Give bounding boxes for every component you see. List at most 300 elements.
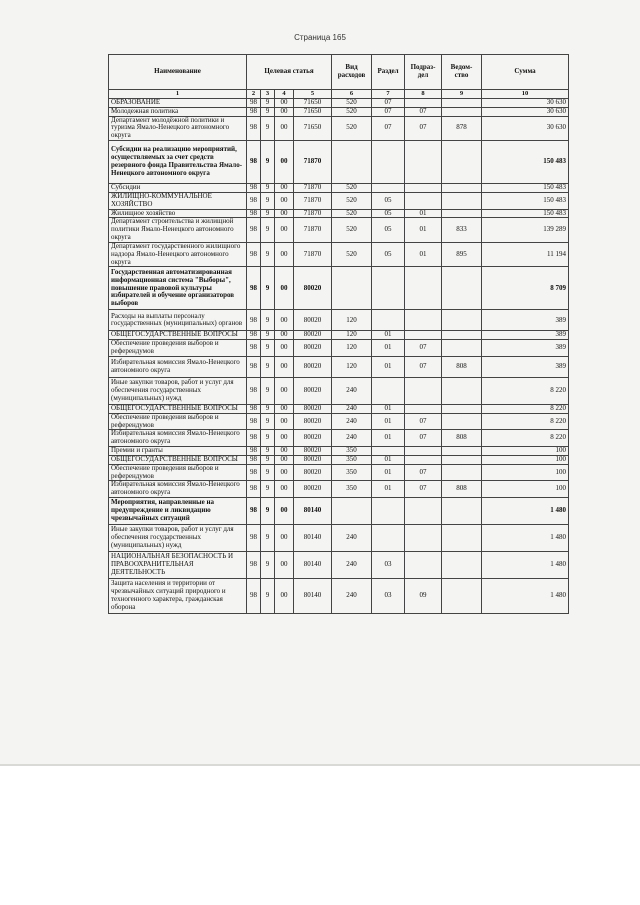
amount-cell: 8 220 bbox=[482, 377, 569, 404]
row-name-cell: Департамент строительства и жилищной политики Ямало-Ненецкого автономного округа bbox=[109, 218, 247, 242]
expense-type-cell: 120 bbox=[332, 356, 372, 377]
expense-type-cell bbox=[332, 141, 372, 184]
code-part-4-cell: 80020 bbox=[294, 340, 332, 357]
amount-cell: 150 483 bbox=[482, 192, 569, 209]
column-number: 6 bbox=[332, 90, 372, 99]
expense-type-cell: 520 bbox=[332, 99, 372, 108]
department-code-cell bbox=[442, 340, 482, 357]
code-part-3-cell: 00 bbox=[275, 340, 294, 357]
department-code-cell bbox=[442, 413, 482, 430]
code-part-4-cell: 71870 bbox=[294, 242, 332, 266]
column-number: 5 bbox=[294, 90, 332, 99]
expense-type-cell: 240 bbox=[332, 579, 372, 614]
code-part-1-cell: 98 bbox=[247, 498, 261, 525]
row-name-cell: Субсидии bbox=[109, 184, 247, 193]
amount-cell: 139 289 bbox=[482, 218, 569, 242]
row-name-cell: Премии и гранты bbox=[109, 447, 247, 456]
code-part-4-cell: 80020 bbox=[294, 377, 332, 404]
code-part-1-cell: 98 bbox=[247, 267, 261, 310]
row-name-cell: Молодежная политика bbox=[109, 107, 247, 116]
expense-type-cell: 520 bbox=[332, 209, 372, 218]
expense-type-cell: 520 bbox=[332, 184, 372, 193]
department-code-cell bbox=[442, 447, 482, 456]
section-cell: 01 bbox=[372, 413, 405, 430]
section-cell: 07 bbox=[372, 107, 405, 116]
section-cell bbox=[372, 267, 405, 310]
code-part-1-cell: 98 bbox=[247, 218, 261, 242]
code-part-1-cell: 98 bbox=[247, 447, 261, 456]
section-cell: 03 bbox=[372, 579, 405, 614]
header-podrazdel: Подраз-дел bbox=[405, 55, 442, 90]
code-part-1-cell: 98 bbox=[247, 116, 261, 140]
amount-cell: 8 220 bbox=[482, 430, 569, 447]
row-name-cell: Избирательная комиссия Ямало-Ненецкого автономного округа bbox=[109, 430, 247, 447]
section-cell: 05 bbox=[372, 242, 405, 266]
department-code-cell bbox=[442, 209, 482, 218]
code-part-3-cell: 00 bbox=[275, 107, 294, 116]
row-name-cell: Иные закупки товаров, работ и услуг для обеспечения государственных (муниципальных) нужд bbox=[109, 377, 247, 404]
subsection-cell: 07 bbox=[405, 356, 442, 377]
code-part-1-cell: 98 bbox=[247, 356, 261, 377]
header-vedomstvo: Ведом-ство bbox=[442, 55, 482, 90]
subsection-cell: 01 bbox=[405, 209, 442, 218]
expense-type-cell: 240 bbox=[332, 404, 372, 413]
code-part-3-cell: 00 bbox=[275, 267, 294, 310]
department-code-cell bbox=[442, 192, 482, 209]
expense-type-cell: 350 bbox=[332, 481, 372, 498]
code-part-4-cell: 80020 bbox=[294, 455, 332, 464]
table-row bbox=[109, 218, 569, 242]
table-row bbox=[109, 498, 569, 525]
code-part-1-cell: 98 bbox=[247, 464, 261, 481]
code-part-1-cell: 98 bbox=[247, 430, 261, 447]
row-name-cell: Обеспечение проведения выборов и референдумов bbox=[109, 464, 247, 481]
code-part-1-cell: 98 bbox=[247, 141, 261, 184]
department-code-cell bbox=[442, 99, 482, 108]
code-part-4-cell: 71650 bbox=[294, 107, 332, 116]
expense-type-cell: 240 bbox=[332, 430, 372, 447]
department-code-cell bbox=[442, 464, 482, 481]
amount-cell: 30 630 bbox=[482, 107, 569, 116]
code-part-4-cell: 71650 bbox=[294, 99, 332, 108]
column-number-row bbox=[109, 90, 569, 99]
amount-cell: 1 480 bbox=[482, 552, 569, 579]
department-code-cell bbox=[442, 184, 482, 193]
row-name-cell: Избирательная комиссия Ямало-Ненецкого автономного округа bbox=[109, 356, 247, 377]
table-row bbox=[109, 464, 569, 481]
department-code-cell bbox=[442, 404, 482, 413]
column-number: 8 bbox=[405, 90, 442, 99]
code-part-2-cell: 9 bbox=[261, 331, 275, 340]
subsection-cell bbox=[405, 498, 442, 525]
code-part-2-cell: 9 bbox=[261, 430, 275, 447]
section-cell bbox=[372, 310, 405, 331]
column-number: 2 bbox=[247, 90, 261, 99]
subsection-cell bbox=[405, 141, 442, 184]
column-number: 4 bbox=[275, 90, 294, 99]
amount-cell: 30 630 bbox=[482, 116, 569, 140]
amount-cell: 1 480 bbox=[482, 579, 569, 614]
code-part-1-cell: 98 bbox=[247, 192, 261, 209]
code-part-2-cell: 9 bbox=[261, 377, 275, 404]
row-name-cell: Государственная автоматизированная информационная система "Выборы", повышение правовой культуры избирателей и обучение организаторов выборов bbox=[109, 267, 247, 310]
code-part-1-cell: 98 bbox=[247, 525, 261, 552]
table-row bbox=[109, 116, 569, 140]
header-razdel: Раздел bbox=[372, 55, 405, 90]
code-part-3-cell: 00 bbox=[275, 310, 294, 331]
department-code-cell bbox=[442, 107, 482, 116]
code-part-2-cell: 9 bbox=[261, 218, 275, 242]
row-name-cell: Мероприятия, направленные на предупреждение и ликвидацию чрезвычайных ситуаций bbox=[109, 498, 247, 525]
expense-type-cell bbox=[332, 267, 372, 310]
code-part-2-cell: 9 bbox=[261, 404, 275, 413]
expense-type-cell: 120 bbox=[332, 340, 372, 357]
code-part-3-cell: 00 bbox=[275, 455, 294, 464]
table-row bbox=[109, 455, 569, 464]
expense-type-cell: 520 bbox=[332, 116, 372, 140]
amount-cell: 8 709 bbox=[482, 267, 569, 310]
expense-type-cell: 120 bbox=[332, 310, 372, 331]
row-name-cell: Расходы на выплаты персоналу государственных (муниципальных) органов bbox=[109, 310, 247, 331]
amount-cell: 100 bbox=[482, 447, 569, 456]
subsection-cell bbox=[405, 525, 442, 552]
code-part-3-cell: 00 bbox=[275, 481, 294, 498]
subsection-cell: 07 bbox=[405, 107, 442, 116]
table-row bbox=[109, 141, 569, 184]
expense-type-cell: 120 bbox=[332, 331, 372, 340]
code-part-2-cell: 9 bbox=[261, 340, 275, 357]
code-part-3-cell: 00 bbox=[275, 116, 294, 140]
table-row bbox=[109, 525, 569, 552]
expense-type-cell: 240 bbox=[332, 377, 372, 404]
row-name-cell: Иные закупки товаров, работ и услуг для обеспечения государственных (муниципальных) нужд bbox=[109, 525, 247, 552]
subsection-cell bbox=[405, 184, 442, 193]
column-number: 9 bbox=[442, 90, 482, 99]
code-part-3-cell: 00 bbox=[275, 525, 294, 552]
code-part-4-cell: 80020 bbox=[294, 481, 332, 498]
row-name-cell: Жилищное хозяйство bbox=[109, 209, 247, 218]
department-code-cell bbox=[442, 552, 482, 579]
amount-cell: 100 bbox=[482, 455, 569, 464]
section-cell bbox=[372, 525, 405, 552]
section-cell: 01 bbox=[372, 481, 405, 498]
header-name: Наименование bbox=[109, 55, 247, 90]
table-row bbox=[109, 242, 569, 266]
code-part-3-cell: 00 bbox=[275, 356, 294, 377]
code-part-4-cell: 80020 bbox=[294, 447, 332, 456]
subsection-cell: 01 bbox=[405, 218, 442, 242]
table-row bbox=[109, 99, 569, 108]
section-cell: 01 bbox=[372, 455, 405, 464]
table-row bbox=[109, 404, 569, 413]
section-cell: 01 bbox=[372, 404, 405, 413]
code-part-3-cell: 00 bbox=[275, 184, 294, 193]
code-part-4-cell: 71870 bbox=[294, 184, 332, 193]
code-part-3-cell: 00 bbox=[275, 141, 294, 184]
code-part-2-cell: 9 bbox=[261, 107, 275, 116]
subsection-cell: 01 bbox=[405, 242, 442, 266]
expense-type-cell: 520 bbox=[332, 218, 372, 242]
amount-cell: 389 bbox=[482, 356, 569, 377]
section-cell: 01 bbox=[372, 331, 405, 340]
code-part-1-cell: 98 bbox=[247, 377, 261, 404]
amount-cell: 8 220 bbox=[482, 413, 569, 430]
department-code-cell bbox=[442, 267, 482, 310]
section-cell: 01 bbox=[372, 340, 405, 357]
subsection-cell: 09 bbox=[405, 579, 442, 614]
code-part-1-cell: 98 bbox=[247, 404, 261, 413]
subsection-cell bbox=[405, 447, 442, 456]
section-cell: 07 bbox=[372, 99, 405, 108]
row-name-cell: ОБЩЕГОСУДАРСТВЕННЫЕ ВОПРОСЫ bbox=[109, 404, 247, 413]
code-part-3-cell: 00 bbox=[275, 192, 294, 209]
section-cell bbox=[372, 498, 405, 525]
section-cell: 07 bbox=[372, 116, 405, 140]
expense-type-cell: 240 bbox=[332, 552, 372, 579]
expense-type-cell: 350 bbox=[332, 455, 372, 464]
code-part-4-cell: 71870 bbox=[294, 192, 332, 209]
code-part-2-cell: 9 bbox=[261, 579, 275, 614]
subsection-cell bbox=[405, 310, 442, 331]
expense-type-cell bbox=[332, 498, 372, 525]
code-part-2-cell: 9 bbox=[261, 141, 275, 184]
section-cell bbox=[372, 377, 405, 404]
department-code-cell bbox=[442, 455, 482, 464]
code-part-3-cell: 00 bbox=[275, 498, 294, 525]
header-target: Целевая статья bbox=[247, 55, 332, 90]
department-code-cell: 808 bbox=[442, 356, 482, 377]
table-row bbox=[109, 430, 569, 447]
code-part-1-cell: 98 bbox=[247, 413, 261, 430]
code-part-2-cell: 9 bbox=[261, 267, 275, 310]
department-code-cell: 808 bbox=[442, 430, 482, 447]
code-part-2-cell: 9 bbox=[261, 498, 275, 525]
code-part-3-cell: 00 bbox=[275, 430, 294, 447]
amount-cell: 389 bbox=[482, 340, 569, 357]
code-part-2-cell: 9 bbox=[261, 464, 275, 481]
code-part-3-cell: 00 bbox=[275, 579, 294, 614]
code-part-1-cell: 98 bbox=[247, 552, 261, 579]
subsection-cell: 07 bbox=[405, 116, 442, 140]
row-name-cell: НАЦИОНАЛЬНАЯ БЕЗОПАСНОСТЬ И ПРАВООХРАНИТЕЛЬНАЯ ДЕЯТЕЛЬНОСТЬ bbox=[109, 552, 247, 579]
header-vid: Вид расходов bbox=[332, 55, 372, 90]
expense-type-cell: 520 bbox=[332, 242, 372, 266]
code-part-3-cell: 00 bbox=[275, 447, 294, 456]
table-row bbox=[109, 579, 569, 614]
subsection-cell bbox=[405, 377, 442, 404]
code-part-1-cell: 98 bbox=[247, 310, 261, 331]
amount-cell: 389 bbox=[482, 310, 569, 331]
code-part-4-cell: 71870 bbox=[294, 218, 332, 242]
code-part-3-cell: 00 bbox=[275, 404, 294, 413]
expense-type-cell: 520 bbox=[332, 107, 372, 116]
department-code-cell bbox=[442, 377, 482, 404]
code-part-3-cell: 00 bbox=[275, 552, 294, 579]
code-part-4-cell: 80020 bbox=[294, 356, 332, 377]
subsection-cell: 07 bbox=[405, 430, 442, 447]
table-row bbox=[109, 377, 569, 404]
code-part-4-cell: 80020 bbox=[294, 404, 332, 413]
code-part-2-cell: 9 bbox=[261, 209, 275, 218]
row-name-cell: Обеспечение проведения выборов и референдумов bbox=[109, 340, 247, 357]
code-part-4-cell: 80020 bbox=[294, 331, 332, 340]
row-name-cell: ЖИЛИЩНО-КОММУНАЛЬНОЕ ХОЗЯЙСТВО bbox=[109, 192, 247, 209]
department-code-cell: 808 bbox=[442, 481, 482, 498]
code-part-3-cell: 00 bbox=[275, 377, 294, 404]
section-cell: 01 bbox=[372, 464, 405, 481]
code-part-4-cell: 80020 bbox=[294, 267, 332, 310]
code-part-2-cell: 9 bbox=[261, 356, 275, 377]
row-name-cell: Субсидии на реализацию мероприятий, осуществляемых за счет средств резервного фонда Правительства Ямало-Ненецкого автономного округа bbox=[109, 141, 247, 184]
table-row bbox=[109, 107, 569, 116]
subsection-cell bbox=[405, 404, 442, 413]
code-part-1-cell: 98 bbox=[247, 455, 261, 464]
department-code-cell bbox=[442, 141, 482, 184]
row-name-cell: ОБЩЕГОСУДАРСТВЕННЫЕ ВОПРОСЫ bbox=[109, 331, 247, 340]
table-row bbox=[109, 310, 569, 331]
section-cell: 05 bbox=[372, 218, 405, 242]
code-part-2-cell: 9 bbox=[261, 192, 275, 209]
amount-cell: 150 483 bbox=[482, 184, 569, 193]
section-cell: 05 bbox=[372, 209, 405, 218]
amount-cell: 11 194 bbox=[482, 242, 569, 266]
code-part-4-cell: 71650 bbox=[294, 116, 332, 140]
amount-cell: 100 bbox=[482, 464, 569, 481]
department-code-cell: 878 bbox=[442, 116, 482, 140]
code-part-3-cell: 00 bbox=[275, 218, 294, 242]
code-part-3-cell: 00 bbox=[275, 464, 294, 481]
department-code-cell bbox=[442, 498, 482, 525]
code-part-2-cell: 9 bbox=[261, 184, 275, 193]
table-row bbox=[109, 267, 569, 310]
expense-type-cell: 350 bbox=[332, 464, 372, 481]
subsection-cell bbox=[405, 192, 442, 209]
subsection-cell bbox=[405, 331, 442, 340]
expense-type-cell: 350 bbox=[332, 447, 372, 456]
row-name-cell: Обеспечение проведения выборов и референдумов bbox=[109, 413, 247, 430]
section-cell: 03 bbox=[372, 552, 405, 579]
code-part-2-cell: 9 bbox=[261, 242, 275, 266]
department-code-cell: 895 bbox=[442, 242, 482, 266]
table-row bbox=[109, 340, 569, 357]
subsection-cell bbox=[405, 267, 442, 310]
code-part-1-cell: 98 bbox=[247, 184, 261, 193]
amount-cell: 8 220 bbox=[482, 404, 569, 413]
subsection-cell bbox=[405, 455, 442, 464]
amount-cell: 1 480 bbox=[482, 525, 569, 552]
subsection-cell bbox=[405, 552, 442, 579]
code-part-2-cell: 9 bbox=[261, 447, 275, 456]
row-name-cell: Избирательная комиссия Ямало-Ненецкого автономного округа bbox=[109, 481, 247, 498]
expense-type-cell: 240 bbox=[332, 413, 372, 430]
column-number: 1 bbox=[109, 90, 247, 99]
code-part-2-cell: 9 bbox=[261, 525, 275, 552]
department-code-cell bbox=[442, 525, 482, 552]
section-cell bbox=[372, 141, 405, 184]
department-code-cell bbox=[442, 310, 482, 331]
code-part-3-cell: 00 bbox=[275, 242, 294, 266]
department-code-cell bbox=[442, 331, 482, 340]
row-name-cell: Защита населения и территории от чрезвычайных ситуаций природного и техногенного характера, гражданская оборона bbox=[109, 579, 247, 614]
subsection-cell: 07 bbox=[405, 481, 442, 498]
amount-cell: 100 bbox=[482, 481, 569, 498]
code-part-1-cell: 98 bbox=[247, 331, 261, 340]
code-part-1-cell: 98 bbox=[247, 99, 261, 108]
department-code-cell bbox=[442, 579, 482, 614]
subsection-cell: 07 bbox=[405, 413, 442, 430]
column-number: 10 bbox=[482, 90, 569, 99]
code-part-4-cell: 80020 bbox=[294, 430, 332, 447]
code-part-3-cell: 00 bbox=[275, 99, 294, 108]
code-part-3-cell: 00 bbox=[275, 331, 294, 340]
section-cell: 05 bbox=[372, 192, 405, 209]
expense-type-cell: 240 bbox=[332, 525, 372, 552]
code-part-4-cell: 71870 bbox=[294, 141, 332, 184]
code-part-2-cell: 9 bbox=[261, 413, 275, 430]
amount-cell: 150 483 bbox=[482, 209, 569, 218]
table-body bbox=[109, 99, 569, 614]
code-part-4-cell: 71870 bbox=[294, 209, 332, 218]
code-part-4-cell: 80020 bbox=[294, 464, 332, 481]
amount-cell: 389 bbox=[482, 331, 569, 340]
amount-cell: 30 630 bbox=[482, 99, 569, 108]
row-name-cell: Департамент молодёжной политики и туризма Ямало-Ненецкого автономного округа bbox=[109, 116, 247, 140]
section-cell: 01 bbox=[372, 356, 405, 377]
code-part-2-cell: 9 bbox=[261, 99, 275, 108]
section-cell bbox=[372, 184, 405, 193]
row-name-cell: ОБРАЗОВАНИЕ bbox=[109, 99, 247, 108]
code-part-2-cell: 9 bbox=[261, 481, 275, 498]
code-part-4-cell: 80140 bbox=[294, 579, 332, 614]
code-part-4-cell: 80140 bbox=[294, 552, 332, 579]
code-part-4-cell: 80140 bbox=[294, 525, 332, 552]
code-part-1-cell: 98 bbox=[247, 579, 261, 614]
header-summa: Сумма bbox=[482, 55, 569, 90]
code-part-4-cell: 80140 bbox=[294, 498, 332, 525]
code-part-1-cell: 98 bbox=[247, 209, 261, 218]
page-edge bbox=[0, 764, 640, 766]
code-part-4-cell: 80020 bbox=[294, 413, 332, 430]
amount-cell: 1 480 bbox=[482, 498, 569, 525]
code-part-2-cell: 9 bbox=[261, 552, 275, 579]
table-row bbox=[109, 192, 569, 209]
table-row bbox=[109, 481, 569, 498]
subsection-cell: 07 bbox=[405, 340, 442, 357]
row-name-cell: ОБЩЕГОСУДАРСТВЕННЫЕ ВОПРОСЫ bbox=[109, 455, 247, 464]
department-code-cell: 833 bbox=[442, 218, 482, 242]
expense-type-cell: 520 bbox=[332, 192, 372, 209]
code-part-3-cell: 00 bbox=[275, 413, 294, 430]
code-part-1-cell: 98 bbox=[247, 340, 261, 357]
amount-cell: 150 483 bbox=[482, 141, 569, 184]
row-name-cell: Департамент государственного жилищного надзора Ямало-Ненецкого автономного округа bbox=[109, 242, 247, 266]
subsection-cell: 07 bbox=[405, 464, 442, 481]
code-part-1-cell: 98 bbox=[247, 481, 261, 498]
code-part-2-cell: 9 bbox=[261, 116, 275, 140]
code-part-1-cell: 98 bbox=[247, 242, 261, 266]
table-row bbox=[109, 356, 569, 377]
table-header-row bbox=[109, 55, 569, 90]
table-row bbox=[109, 552, 569, 579]
subsection-cell bbox=[405, 99, 442, 108]
code-part-1-cell: 98 bbox=[247, 107, 261, 116]
code-part-4-cell: 80020 bbox=[294, 310, 332, 331]
table-row bbox=[109, 413, 569, 430]
section-cell: 01 bbox=[372, 430, 405, 447]
page-number-label: Страница 165 bbox=[294, 33, 346, 42]
budget-table bbox=[108, 54, 569, 614]
code-part-3-cell: 00 bbox=[275, 209, 294, 218]
